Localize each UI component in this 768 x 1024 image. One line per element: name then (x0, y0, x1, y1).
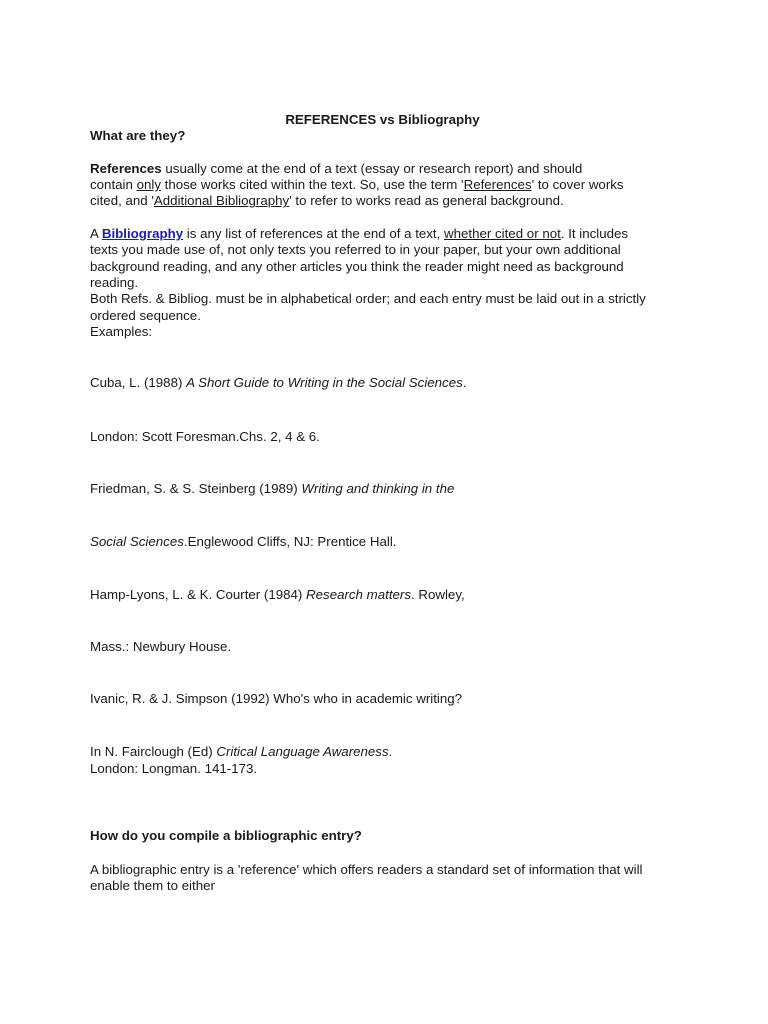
compile-line-2: enable them to either (90, 878, 215, 893)
document-body (90, 110, 680, 340)
what-heading: What are they? (90, 128, 186, 144)
compile-heading: How do you compile a bibliographic entry? (90, 828, 362, 843)
example-entry-1: Cuba, L. (1988) A Short Guide to Writing in the Social Sciences. (90, 375, 467, 390)
references-underlined: References (463, 177, 532, 193)
bibliography-line-3: background reading, and any other articles you think the reader might need as background (90, 258, 624, 274)
bibliography-link[interactable]: Bibliography (101, 226, 184, 242)
additional-bibliography-underlined: Additional Bibliography (153, 193, 290, 209)
example-entry-9: London: Longman. 141-173. (90, 761, 258, 776)
references-line-3: cited, and 'Additional Bibliography' to refer to works read as general background. (90, 193, 564, 209)
references-line-1: References usually come at the end of a text (essay or research report) and should (90, 160, 583, 176)
bibliography-line-1: A Bibliography is any list of references at the end of a text, whether cited or not. It includes (90, 226, 629, 242)
bibliography-line-6: ordered sequence. (90, 307, 201, 323)
bibliography-line-5: Both Refs. & Bibliog. must be in alphabetical order; and each entry must be laid out in a strictly (90, 291, 646, 307)
example-entry-5: Hamp-Lyons, L. & K. Courter (1984) Research matters. Rowley, (90, 587, 465, 602)
bibliography-line-4: reading. (90, 274, 139, 290)
references-line-2: contain only those works cited within the text. So, use the term 'References' to cover works (90, 177, 624, 193)
example-entry-6: Mass.: Newbury House. (90, 639, 232, 654)
bibliography-line-2: texts you made use of, not only texts you referred to in your paper, but your own additional (90, 242, 621, 258)
page-title: REFERENCES vs Bibliography (285, 112, 480, 127)
only-underlined: only (136, 177, 161, 193)
compile-line-1: A bibliographic entry is a 'reference' which offers readers a standard set of information that will (90, 862, 643, 877)
example-entry-3: Friedman, S. & S. Steinberg (1989) Writing and thinking in the (90, 481, 455, 496)
example-entry-2: London: Scott Foresman.Chs. 2, 4 & 6. (90, 429, 320, 444)
example-entry-7: Ivanic, R. & J. Simpson (1992) Who's who in academic writing? (90, 691, 463, 706)
example-entry-8: In N. Fairclough (Ed) Critical Language Awareness. (90, 744, 393, 759)
references-term: References (90, 160, 162, 176)
examples-label: Examples: (90, 323, 153, 339)
example-entry-4: Social Sciences.Englewood Cliffs, NJ: Prentice Hall. (90, 534, 397, 549)
whether-cited-underlined: whether cited or not (444, 226, 561, 242)
